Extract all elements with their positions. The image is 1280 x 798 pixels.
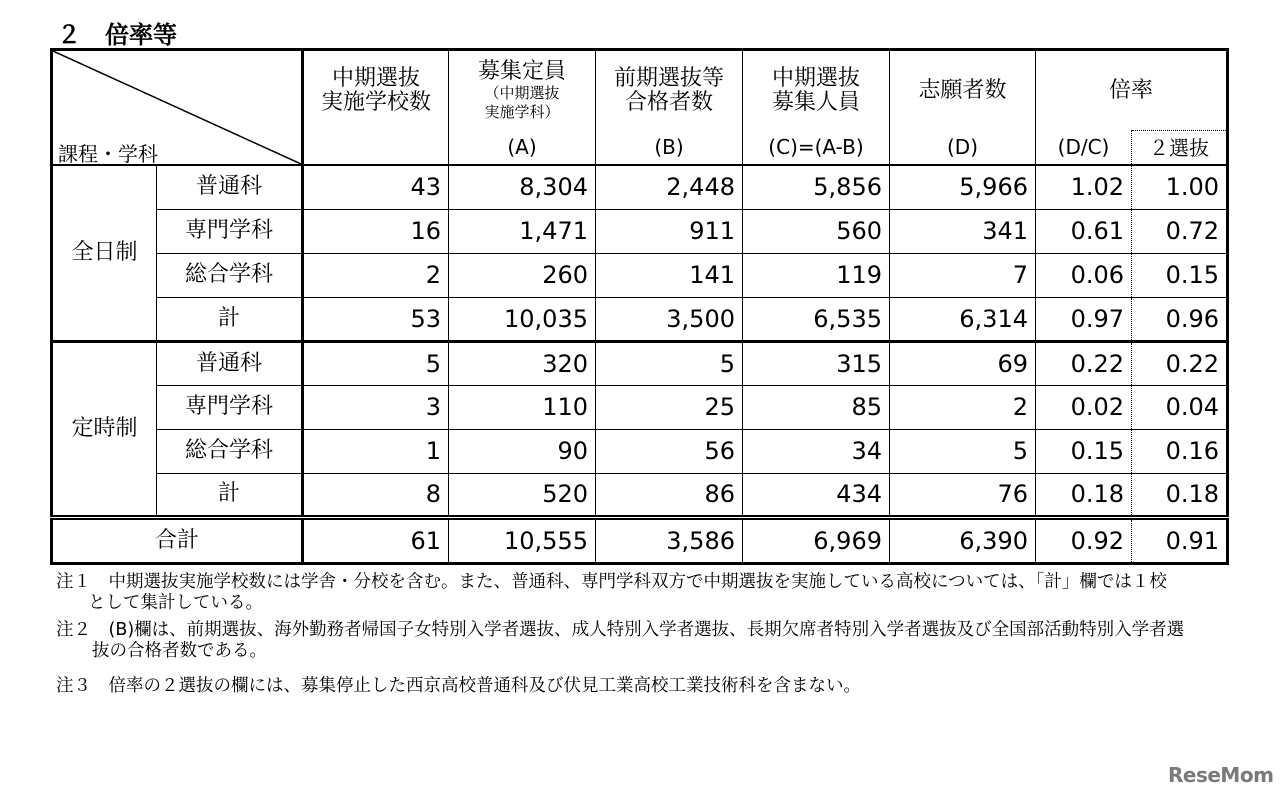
value-recruit: 434	[743, 473, 890, 517]
value-capacity: 320	[449, 341, 596, 385]
header-text: 実施学校数	[320, 89, 431, 115]
value-ratio: 0.06	[1036, 253, 1132, 297]
subject-label: 専門学科	[157, 209, 303, 253]
value-schools: 3	[303, 385, 449, 429]
header-subtext: 実施学科）	[484, 102, 560, 121]
note-2-line-1: 注２ (B)欄は、前期選抜、海外勤務者帰国子女特別入学者選抜、成人特別入学者選抜、長期欠席者特別入学者選抜及び全国部活動特別入学者選	[56, 620, 1185, 640]
value-ratio-second: 0.96	[1132, 297, 1228, 341]
value-schools: 1	[303, 429, 449, 473]
subject-label: 専門学科	[157, 385, 303, 429]
header-text: 中期選抜	[331, 65, 420, 91]
value-passed: 3,500	[596, 297, 743, 341]
value-applicants: 5,966	[890, 165, 1036, 209]
subject-label: 総合学科	[157, 429, 303, 473]
value-ratio-second: 0.04	[1132, 385, 1228, 429]
subject-label: 計	[157, 297, 303, 341]
note-3-line-1: 注３ 倍率の２選抜の欄には、募集停止した西京高校普通科及び伏見工業高校工業技術科を含まない。	[56, 676, 861, 696]
header-applicants	[890, 50, 1036, 131]
header-subtext: （中期選抜	[484, 83, 560, 102]
value-ratio: 1.02	[1036, 165, 1132, 209]
value-recruit: 560	[743, 209, 890, 253]
table-row	[52, 385, 1228, 429]
value-recruit: 85	[743, 385, 890, 429]
value-recruit: 6,535	[743, 297, 890, 341]
value-schools: 5	[303, 341, 449, 385]
header-schools	[303, 50, 449, 131]
value-ratio: 0.22	[1036, 341, 1132, 385]
value-applicants: 76	[890, 473, 1036, 517]
value-ratio: 0.61	[1036, 209, 1132, 253]
value-passed: 56	[596, 429, 743, 473]
total-row	[52, 517, 1228, 563]
total-label: 合計	[52, 517, 303, 563]
header-applicants-key: (D)	[890, 131, 1036, 165]
value-ratio: 0.15	[1036, 429, 1132, 473]
value-passed: 5	[596, 341, 743, 385]
subject-label: 計	[157, 473, 303, 517]
value-ratio-second: 0.15	[1132, 253, 1228, 297]
value-schools: 8	[303, 473, 449, 517]
header-text: 中期選抜	[771, 65, 860, 91]
value-applicants: 69	[890, 341, 1036, 385]
note-1-line-2: として集計している。	[88, 593, 263, 613]
header-ratio-second: ２選抜	[1132, 131, 1228, 165]
value-passed: 25	[596, 385, 743, 429]
value-ratio: 0.02	[1036, 385, 1132, 429]
note-2-line-2: 抜の合格者数である。	[92, 641, 267, 661]
value-recruit: 6,969	[743, 517, 890, 563]
value-ratio-second: 0.22	[1132, 341, 1228, 385]
value-applicants: 341	[890, 209, 1036, 253]
value-recruit: 315	[743, 341, 890, 385]
value-ratio-second: 0.16	[1132, 429, 1228, 473]
value-passed: 86	[596, 473, 743, 517]
value-passed: 2,448	[596, 165, 743, 209]
section-title: ２ 倍率等	[57, 21, 177, 49]
note-1-line-1: 注１ 中期選抜実施学校数には学舎・分校を含む。また、普通科、専門学科双方で中期選抜を実施している高校については、「計」欄では１校	[56, 572, 1167, 592]
subject-label: 普通科	[157, 165, 303, 209]
subject-label: 総合学科	[157, 253, 303, 297]
value-ratio-second: 0.72	[1132, 209, 1228, 253]
value-applicants: 5	[890, 429, 1036, 473]
table-row	[52, 253, 1228, 297]
header-passed	[596, 50, 743, 131]
value-applicants: 7	[890, 253, 1036, 297]
value-capacity: 90	[449, 429, 596, 473]
course-subject-label: 課程・学科	[58, 142, 158, 166]
value-capacity: 8,304	[449, 165, 596, 209]
value-ratio-second: 0.18	[1132, 473, 1228, 517]
value-capacity: 110	[449, 385, 596, 429]
value-capacity: 1,471	[449, 209, 596, 253]
subject-label: 普通科	[157, 341, 303, 385]
value-ratio: 0.92	[1036, 517, 1132, 563]
value-ratio-second: 0.91	[1132, 517, 1228, 563]
value-applicants: 2	[890, 385, 1036, 429]
value-schools: 16	[303, 209, 449, 253]
table-row	[52, 209, 1228, 253]
header-capacity-key: (A)	[449, 131, 596, 165]
value-schools: 2	[303, 253, 449, 297]
value-capacity: 10,555	[449, 517, 596, 563]
value-capacity: 10,035	[449, 297, 596, 341]
table-row-subtotal	[52, 473, 1228, 517]
value-recruit: 119	[743, 253, 890, 297]
header-text: 募集定員	[477, 58, 566, 84]
corner-header-cell	[52, 50, 303, 166]
corner-box	[53, 51, 301, 164]
resemom-logo: ReseMom	[1168, 763, 1274, 787]
value-schools: 61	[303, 517, 449, 563]
value-ratio-second: 1.00	[1132, 165, 1228, 209]
header-schools-key	[303, 131, 449, 165]
header-row	[52, 50, 1228, 131]
value-passed: 911	[596, 209, 743, 253]
header-text: 合格者数	[624, 89, 713, 115]
table-row	[52, 341, 1228, 385]
value-capacity: 260	[449, 253, 596, 297]
value-schools: 53	[303, 297, 449, 341]
value-applicants: 6,390	[890, 517, 1036, 563]
table-row	[52, 165, 1228, 209]
value-passed: 141	[596, 253, 743, 297]
header-ratio: 倍率	[1036, 50, 1228, 131]
value-schools: 43	[303, 165, 449, 209]
value-ratio: 0.18	[1036, 473, 1132, 517]
table-row-subtotal	[52, 297, 1228, 341]
header-recruit-key: (C)=(A-B)	[743, 131, 890, 165]
header-capacity	[449, 50, 596, 131]
header-ratio-dc: (D/C)	[1036, 131, 1132, 165]
value-recruit: 5,856	[743, 165, 890, 209]
header-text: 募集人員	[771, 89, 860, 115]
value-capacity: 520	[449, 473, 596, 517]
value-recruit: 34	[743, 429, 890, 473]
header-text: 志願者数	[918, 77, 1007, 103]
header-text: 前期選抜等	[613, 65, 724, 91]
value-ratio: 0.97	[1036, 297, 1132, 341]
course-label: 定時制	[52, 341, 157, 517]
header-recruit	[743, 50, 890, 131]
header-passed-key: (B)	[596, 131, 743, 165]
value-passed: 3,586	[596, 517, 743, 563]
value-applicants: 6,314	[890, 297, 1036, 341]
rates-table	[50, 48, 1229, 565]
table-row	[52, 429, 1228, 473]
course-label: 全日制	[52, 165, 157, 341]
